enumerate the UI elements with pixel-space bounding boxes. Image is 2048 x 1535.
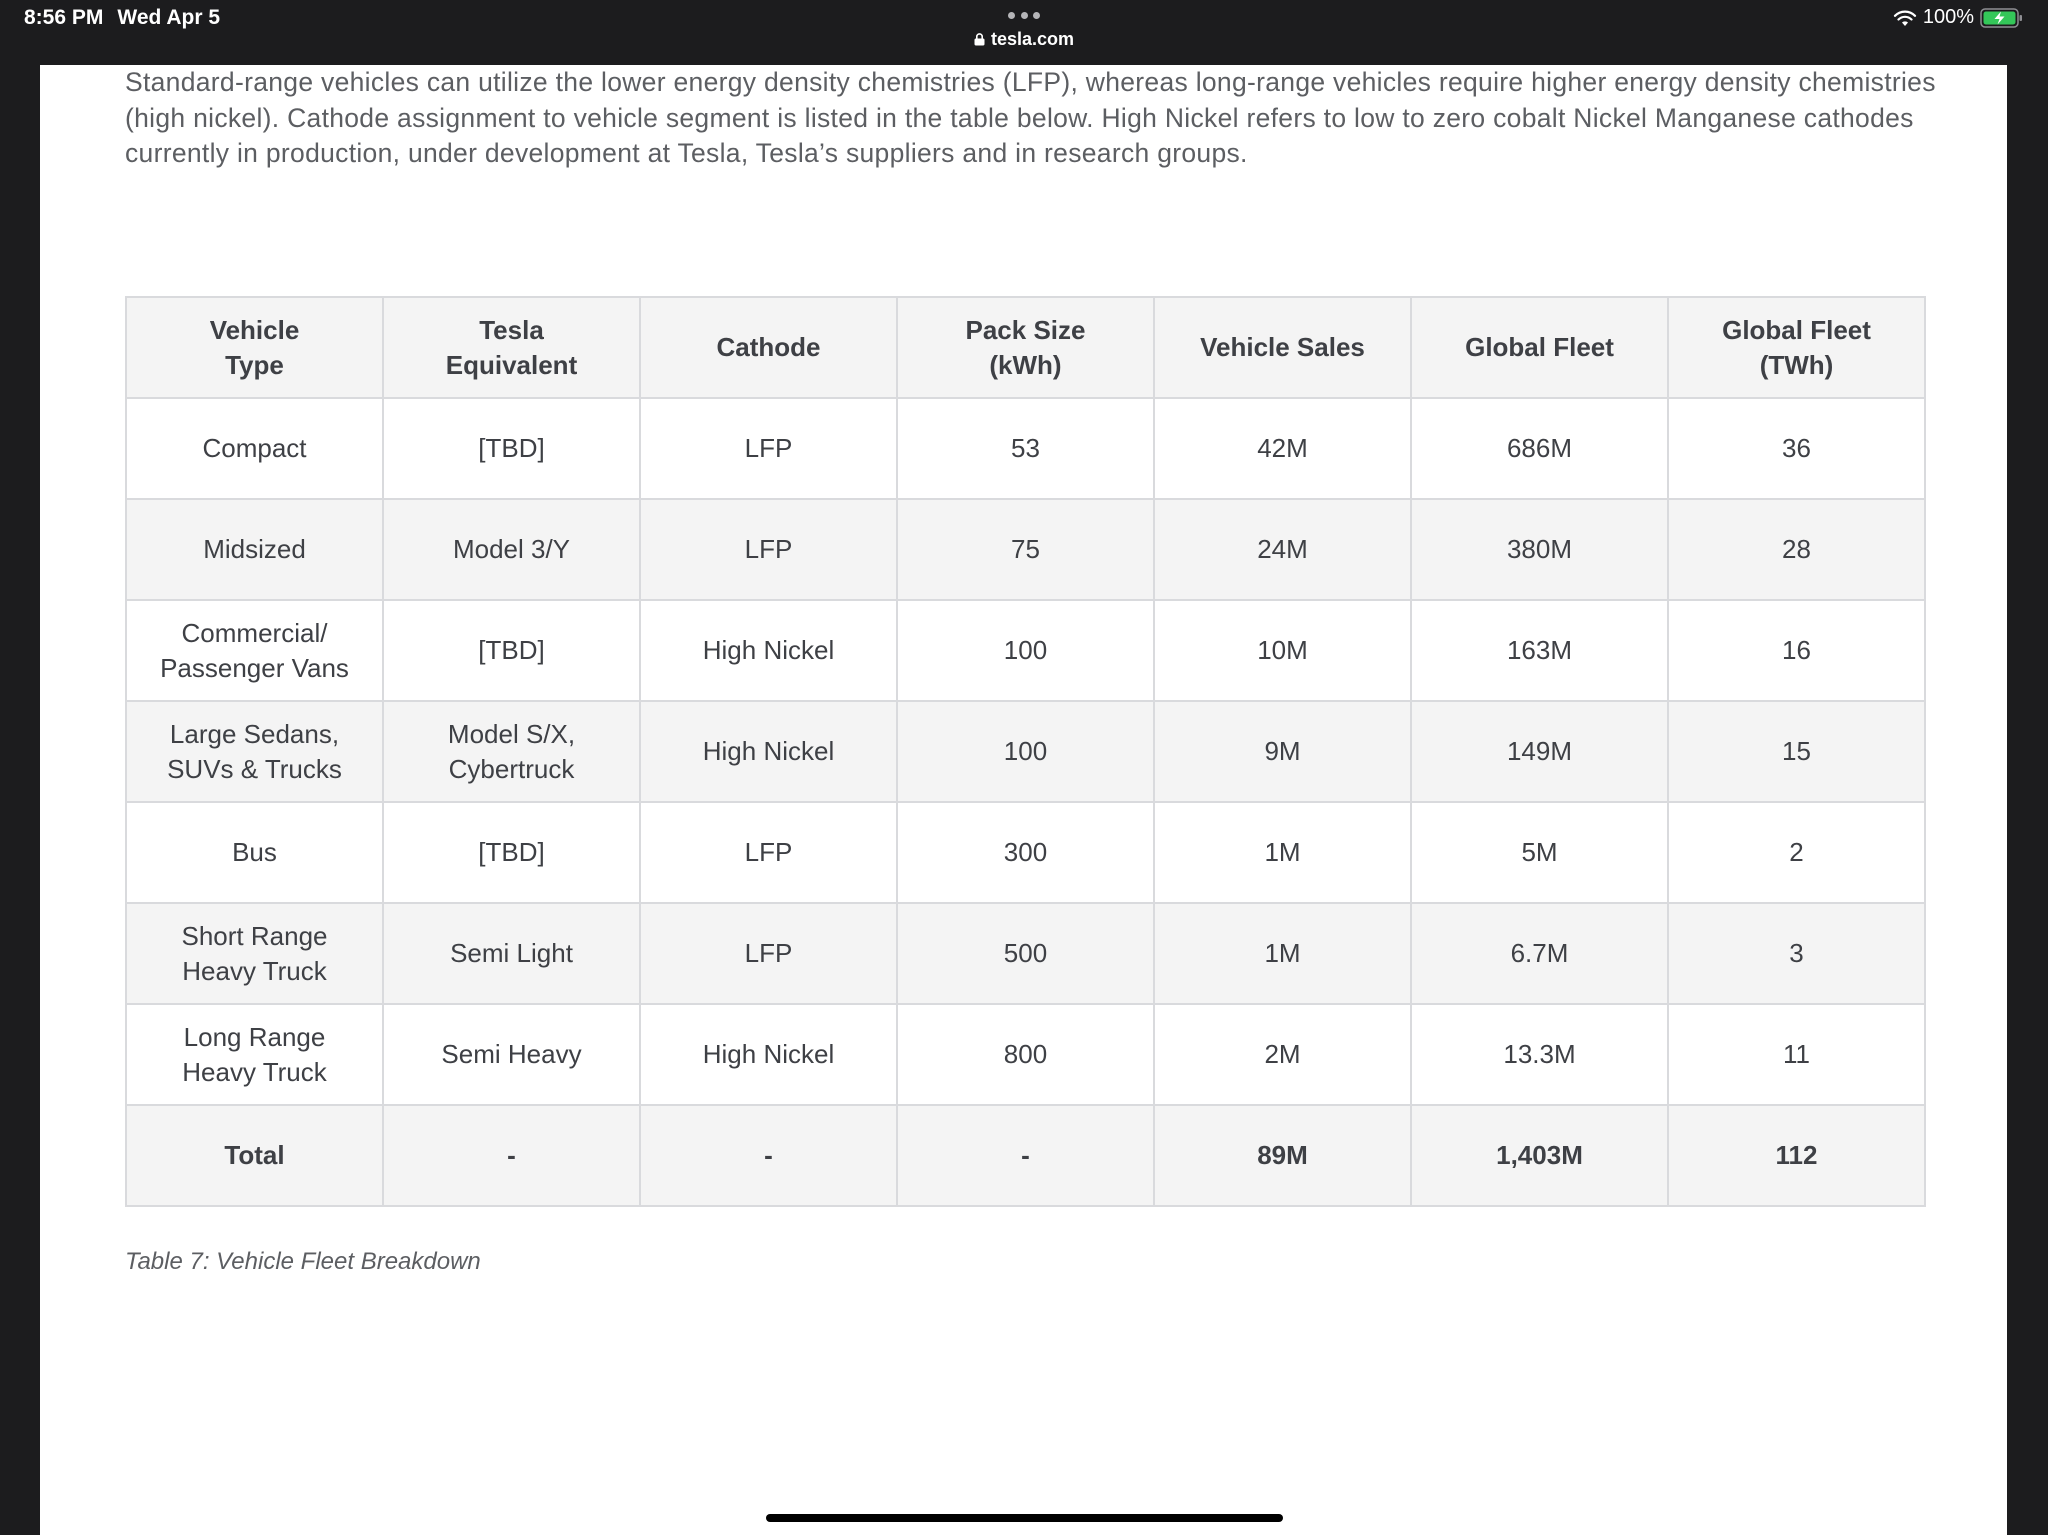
cell-text: 10M (1257, 635, 1308, 665)
cell-cathode (640, 903, 897, 1004)
status-time-date (24, 6, 234, 30)
cell-vehicle-type (126, 1105, 383, 1206)
cell-cathode (640, 802, 897, 903)
home-indicator[interactable] (766, 1514, 1283, 1522)
cell-text: - (1021, 1140, 1030, 1170)
cell-tesla-equivalent (383, 1105, 640, 1206)
cell-pack-size (897, 600, 1154, 701)
cell-text: 13.3M (1503, 1039, 1576, 1069)
cell-vehicle-sales (1154, 1105, 1411, 1206)
cell-text: 42M (1257, 433, 1308, 463)
cell-text: High Nickel (702, 1039, 835, 1069)
cell-vehicle-type (126, 398, 383, 499)
cell-text: 149M (1506, 736, 1573, 766)
cell-text: Long Range (183, 1021, 326, 1052)
header-line: Global Fleet (1722, 314, 1871, 345)
battery-percent: 100% (1922, 6, 1974, 28)
cell-pack-size (897, 398, 1154, 499)
header-cathode (640, 297, 897, 398)
cell-text: 89M (1257, 1140, 1308, 1170)
cell-global-fleet-twh (1668, 1004, 1925, 1105)
cell-text: - (764, 1140, 773, 1170)
cell-vehicle-type (126, 600, 383, 701)
cell-global-fleet-twh (1668, 398, 1925, 499)
table-header-row (126, 297, 1925, 398)
cell-text: Semi Light (450, 938, 573, 968)
cell-cathode (640, 1105, 897, 1206)
cell-text: 15 (1782, 736, 1811, 766)
cell-cathode (640, 499, 897, 600)
cell-text: 5M (1521, 837, 1558, 867)
cell-global-fleet-twh (1668, 1105, 1925, 1206)
table-total-row (126, 1105, 1925, 1206)
cell-tesla-equivalent (383, 398, 640, 499)
cell-text: 112 (1775, 1140, 1818, 1170)
table-row (126, 600, 1925, 701)
cell-vehicle-type (126, 802, 383, 903)
cell-pack-size (897, 903, 1154, 1004)
lock-icon (974, 33, 985, 46)
header-line: (TWh) (1759, 349, 1834, 380)
cell-text: 163M (1506, 635, 1573, 665)
cell-text: 686M (1506, 433, 1573, 463)
cell-text: Midsized (203, 534, 306, 564)
cell-text: Model 3/Y (452, 534, 571, 564)
cell-global-fleet (1411, 398, 1668, 499)
cell-text: [TBD] (478, 635, 545, 665)
cell-vehicle-type (126, 1004, 383, 1105)
cell-text: High Nickel (702, 635, 835, 665)
cell-global-fleet (1411, 1004, 1668, 1105)
cell-text: - (507, 1140, 516, 1170)
cell-text: 53 (1011, 433, 1040, 463)
header-tesla-equivalent (383, 297, 640, 398)
cell-text: Semi Heavy (441, 1039, 582, 1069)
cell-text: 75 (1011, 534, 1040, 564)
cell-pack-size (897, 1004, 1154, 1105)
cell-text: 380M (1506, 534, 1573, 564)
cell-cathode (640, 398, 897, 499)
cell-pack-size (897, 1105, 1154, 1206)
wifi-icon (1893, 9, 1917, 27)
header-line: Equivalent (445, 349, 578, 380)
cell-text: Total (224, 1140, 285, 1170)
cell-tesla-equivalent (383, 701, 640, 802)
table-body (126, 398, 1925, 1206)
cell-text: 28 (1782, 534, 1811, 564)
cell-global-fleet-twh (1668, 802, 1925, 903)
cell-text: Compact (202, 433, 307, 463)
cell-text: [TBD] (478, 837, 545, 867)
cell-text: 2M (1264, 1039, 1301, 1069)
header-line: Pack Size (965, 314, 1086, 345)
web-page-content (40, 65, 2007, 1535)
cell-text: 2 (1789, 837, 1804, 867)
cell-tesla-equivalent (383, 600, 640, 701)
cell-text: Model S/X, (447, 718, 576, 749)
table-row (126, 802, 1925, 903)
cell-text: 3 (1789, 938, 1804, 968)
header-global-fleet (1411, 297, 1668, 398)
table-row (126, 499, 1925, 600)
header-line: (kWh) (989, 349, 1062, 380)
cell-global-fleet (1411, 701, 1668, 802)
cell-text: LFP (744, 534, 793, 564)
table-caption: Table 7: Vehicle Fleet Breakdown (125, 1248, 481, 1275)
status-time: 8:56 PM (24, 6, 104, 29)
cell-text: Cybertruck (448, 753, 575, 784)
cell-pack-size (897, 802, 1154, 903)
cell-text: LFP (744, 837, 793, 867)
cell-vehicle-sales (1154, 499, 1411, 600)
cell-cathode (640, 1004, 897, 1105)
cell-global-fleet (1411, 1105, 1668, 1206)
header-vehicle-type (126, 297, 383, 398)
table-row (126, 701, 1925, 802)
cell-global-fleet (1411, 499, 1668, 600)
cell-global-fleet-twh (1668, 600, 1925, 701)
intro-paragraph: Standard-range vehicles can utilize the lower energy density chemistries (LFP), whereas long-range vehicles require higher energy density chemistries (high nickel). Cathode assignment to vehicle segment is listed in the table below. High Nickel refers to low to zero cobalt Nickel Manganese cathodes currently in production, under development at Tesla, Tesla’s suppliers and in research groups. (125, 67, 1936, 168)
cell-vehicle-type (126, 903, 383, 1004)
cell-text: 36 (1782, 433, 1811, 463)
header-line: Type (225, 349, 284, 380)
cell-vehicle-sales (1154, 1004, 1411, 1105)
table-row (126, 398, 1925, 499)
cell-tesla-equivalent (383, 802, 640, 903)
cell-text: LFP (744, 433, 793, 463)
vehicle-fleet-table (125, 296, 1926, 1207)
header-pack-size (897, 297, 1154, 398)
cell-text: High Nickel (702, 736, 835, 766)
cell-text: 1,403M (1496, 1140, 1583, 1170)
url-text: tesla.com (990, 29, 1075, 49)
header-line: Vehicle (209, 314, 300, 345)
header-vehicle-sales (1154, 297, 1411, 398)
cell-text: Passenger Vans (160, 652, 349, 683)
cell-vehicle-sales (1154, 600, 1411, 701)
cell-text: 500 (1003, 938, 1048, 968)
header-global-fleet-twh (1668, 297, 1925, 398)
status-date: Wed Apr 5 (117, 6, 221, 29)
cell-text: 16 (1782, 635, 1811, 665)
cell-pack-size (897, 499, 1154, 600)
cell-tesla-equivalent (383, 903, 640, 1004)
cell-text: 300 (1003, 837, 1048, 867)
cell-global-fleet (1411, 802, 1668, 903)
cell-text: 100 (1003, 736, 1048, 766)
cell-vehicle-sales (1154, 802, 1411, 903)
cell-text: 6.7M (1510, 938, 1569, 968)
cell-text: 1M (1264, 938, 1301, 968)
cell-text: 800 (1003, 1039, 1048, 1069)
header-line: Tesla (479, 314, 544, 345)
address-bar[interactable] (0, 29, 2048, 50)
cell-global-fleet (1411, 600, 1668, 701)
cell-vehicle-sales (1154, 398, 1411, 499)
table-row (126, 903, 1925, 1004)
cell-text: 24M (1257, 534, 1308, 564)
cell-text: [TBD] (478, 433, 545, 463)
header-line: Global Fleet (1465, 332, 1614, 362)
cell-text: SUVs & Trucks (167, 753, 342, 784)
cell-text: 1M (1264, 837, 1301, 867)
cell-text: Short Range (181, 920, 328, 951)
cell-text: Heavy Truck (182, 955, 327, 986)
cell-cathode (640, 701, 897, 802)
cell-global-fleet-twh (1668, 701, 1925, 802)
table-row (126, 1004, 1925, 1105)
cell-text: LFP (744, 938, 793, 968)
cell-vehicle-sales (1154, 701, 1411, 802)
cell-global-fleet (1411, 903, 1668, 1004)
cell-text: 9M (1264, 736, 1301, 766)
cell-text: 100 (1003, 635, 1048, 665)
battery-charging-icon (1980, 8, 2024, 28)
cell-pack-size (897, 701, 1154, 802)
status-bar (0, 0, 2048, 65)
cell-tesla-equivalent (383, 499, 640, 600)
header-line: Cathode (716, 332, 821, 362)
header-line: Vehicle Sales (1200, 332, 1365, 362)
more-dots-icon[interactable] (1008, 12, 1040, 22)
cell-global-fleet-twh (1668, 499, 1925, 600)
cell-vehicle-type (126, 499, 383, 600)
cell-vehicle-type (126, 701, 383, 802)
cell-text: Heavy Truck (182, 1056, 327, 1087)
cell-text: 11 (1783, 1039, 1810, 1069)
cell-global-fleet-twh (1668, 903, 1925, 1004)
cell-tesla-equivalent (383, 1004, 640, 1105)
cell-vehicle-sales (1154, 903, 1411, 1004)
status-indicators (1893, 6, 2024, 29)
cell-text: Bus (232, 837, 277, 867)
cell-text: Large Sedans, (169, 718, 340, 749)
cell-cathode (640, 600, 897, 701)
cell-text: Commercial/ (181, 617, 328, 648)
